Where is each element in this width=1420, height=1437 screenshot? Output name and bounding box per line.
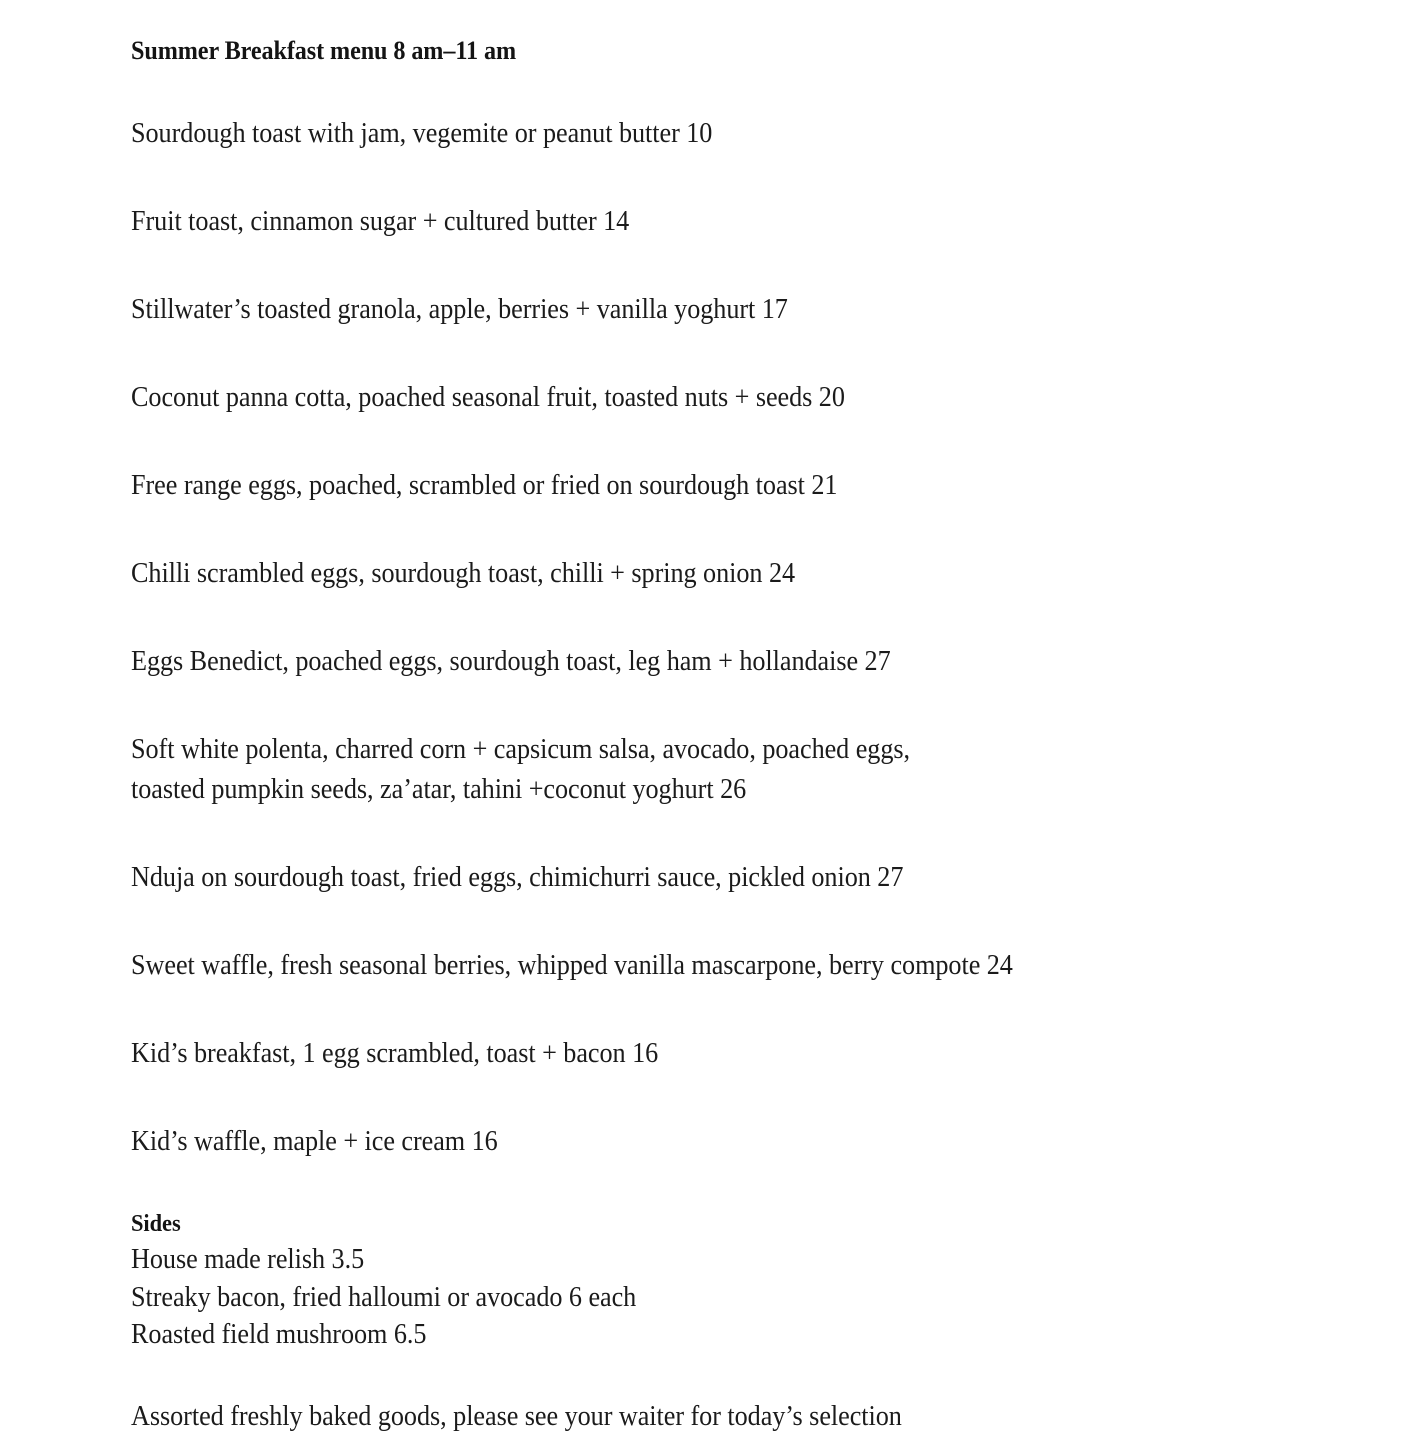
menu-item — [131, 1122, 1253, 1162]
menu-item-text: Soft white polenta, charred corn + capsicum salsa, avocado, poached eggs, — [131, 734, 911, 766]
sides-section — [131, 1210, 1253, 1354]
menu-item — [131, 466, 1253, 506]
sides-item: Roasted field mushroom 6.5 — [131, 1319, 427, 1351]
menu-item — [131, 642, 1253, 682]
menu-item — [131, 730, 1253, 810]
sides-item: Streaky bacon, fried halloumi or avocado 6 each — [131, 1281, 637, 1313]
menu-item — [131, 114, 1253, 154]
menu-items-list — [131, 114, 1331, 1162]
menu-item-text: Kid’s breakfast, 1 egg scrambled, toast + bacon 16 — [131, 1038, 659, 1070]
menu-item-text: Chilli scrambled eggs, sourdough toast, chilli + spring onion 24 — [131, 558, 796, 590]
sides-items-list — [131, 1241, 1253, 1355]
menu-item-text: Sourdough toast with jam, vegemite or peanut butter 10 — [131, 117, 713, 149]
menu-item-text: Free range eggs, poached, scrambled or fried on sourdough toast 21 — [131, 470, 838, 502]
menu-item-text: Eggs Benedict, poached eggs, sourdough toast, leg ham + hollandaise 27 — [131, 646, 891, 678]
menu-item — [131, 1034, 1253, 1074]
menu-item-text: Stillwater’s toasted granola, apple, berries + vanilla yoghurt 17 — [131, 293, 788, 325]
menu-item — [131, 554, 1253, 594]
sides-item: House made relish 3.5 — [131, 1243, 365, 1275]
menu-item — [131, 946, 1253, 986]
menu-item — [131, 858, 1253, 898]
menu-item-text: Kid’s waffle, maple + ice cream 16 — [131, 1126, 498, 1158]
menu-item-text-continued: toasted pumpkin seeds, za’atar, tahini +coconut yoghurt 26 — [131, 774, 747, 806]
menu-item — [131, 202, 1253, 242]
menu-item-text: Fruit toast, cinnamon sugar + cultured butter 14 — [131, 205, 630, 237]
sides-heading: Sides — [131, 1211, 181, 1238]
menu-content — [131, 36, 1331, 1437]
menu-item-text: Coconut panna cotta, poached seasonal fruit, toasted nuts + seeds 20 — [131, 381, 845, 413]
menu-footer-note: Assorted freshly baked goods, please see your waiter for today’s selection — [131, 1401, 902, 1433]
page-title: Summer Breakfast menu 8 am–11 am — [131, 36, 517, 65]
menu-item-text: Nduja on sourdough toast, fried eggs, chimichurri sauce, pickled onion 27 — [131, 862, 904, 894]
menu-item-text: Sweet waffle, fresh seasonal berries, whipped vanilla mascarpone, berry compote 24 — [131, 950, 1013, 982]
menu-item — [131, 378, 1253, 418]
menu-item — [131, 290, 1253, 330]
